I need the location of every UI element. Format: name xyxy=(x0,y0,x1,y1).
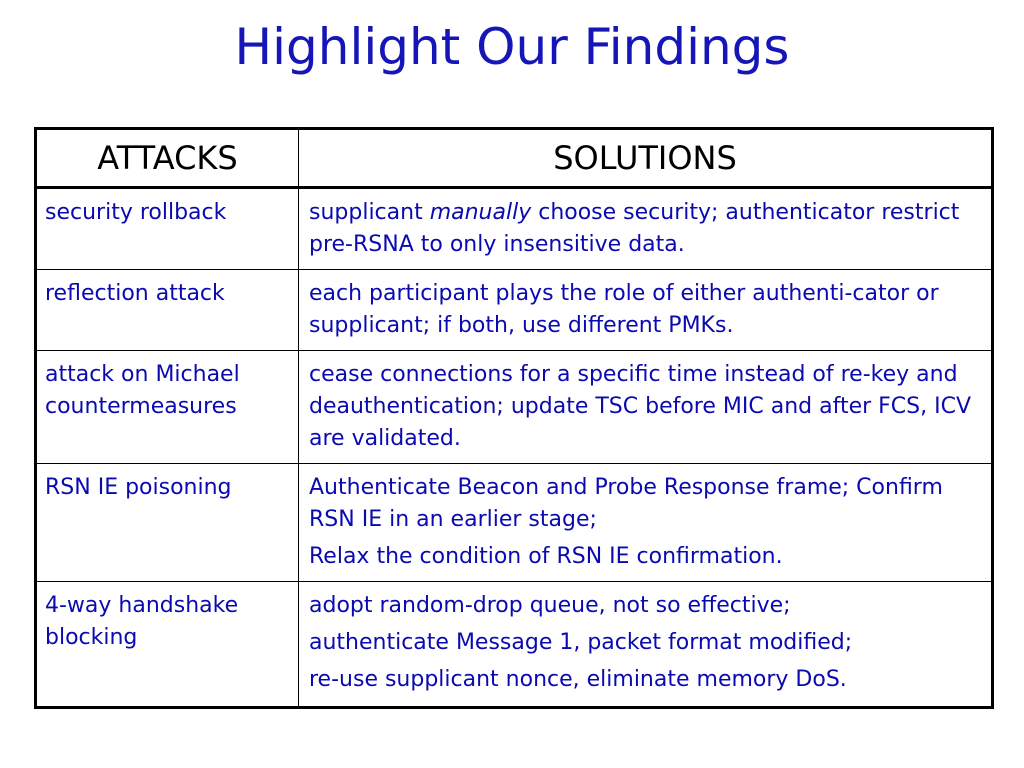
attack-cell: RSN IE poisoning xyxy=(36,464,299,582)
solution-line: authenticate Message 1, packet format modified; xyxy=(309,630,853,655)
solution-cell xyxy=(299,582,993,708)
attack-cell: security rollback xyxy=(36,188,299,270)
solution-line: Authenticate Beacon and Probe Response frame; Confirm RSN IE in an earlier stage; xyxy=(309,475,943,532)
table-row xyxy=(36,351,993,464)
table-header-row xyxy=(36,129,993,188)
solutions-column-header: SOLUTIONS xyxy=(299,129,993,188)
slide-title: Highlight Our Findings xyxy=(234,18,790,76)
solution-cell: cease connections for a specific time instead of re-key and deauthentication; update TSC before MIC and after FCS, ICV are validated. xyxy=(299,351,993,464)
solution-emphasis: manually xyxy=(429,200,532,225)
attack-cell: attack on Michael countermeasures xyxy=(36,351,299,464)
solution-line: Relax the condition of RSN IE confirmation. xyxy=(309,544,783,569)
attacks-column-header: ATTACKS xyxy=(36,129,299,188)
attack-cell: reflection attack xyxy=(36,270,299,351)
table-row xyxy=(36,464,993,582)
solution-line: re-use supplicant nonce, eliminate memory DoS. xyxy=(309,667,847,692)
solution-cell xyxy=(299,188,993,270)
solution-line: adopt random-drop queue, not so effective; xyxy=(309,593,791,618)
solution-text: choose security; authenticator restrict pre-RSNA to only insensitive data. xyxy=(309,200,960,257)
solution-text: supplicant xyxy=(309,200,430,225)
table-row xyxy=(36,582,993,708)
solution-cell xyxy=(299,464,993,582)
attack-cell: 4-way handshake blocking xyxy=(36,582,299,708)
table-row xyxy=(36,188,993,270)
solution-cell: each participant plays the role of either authenti-cator or supplicant; if both, use different PMKs. xyxy=(299,270,993,351)
findings-table xyxy=(34,127,994,709)
table-row xyxy=(36,270,993,351)
